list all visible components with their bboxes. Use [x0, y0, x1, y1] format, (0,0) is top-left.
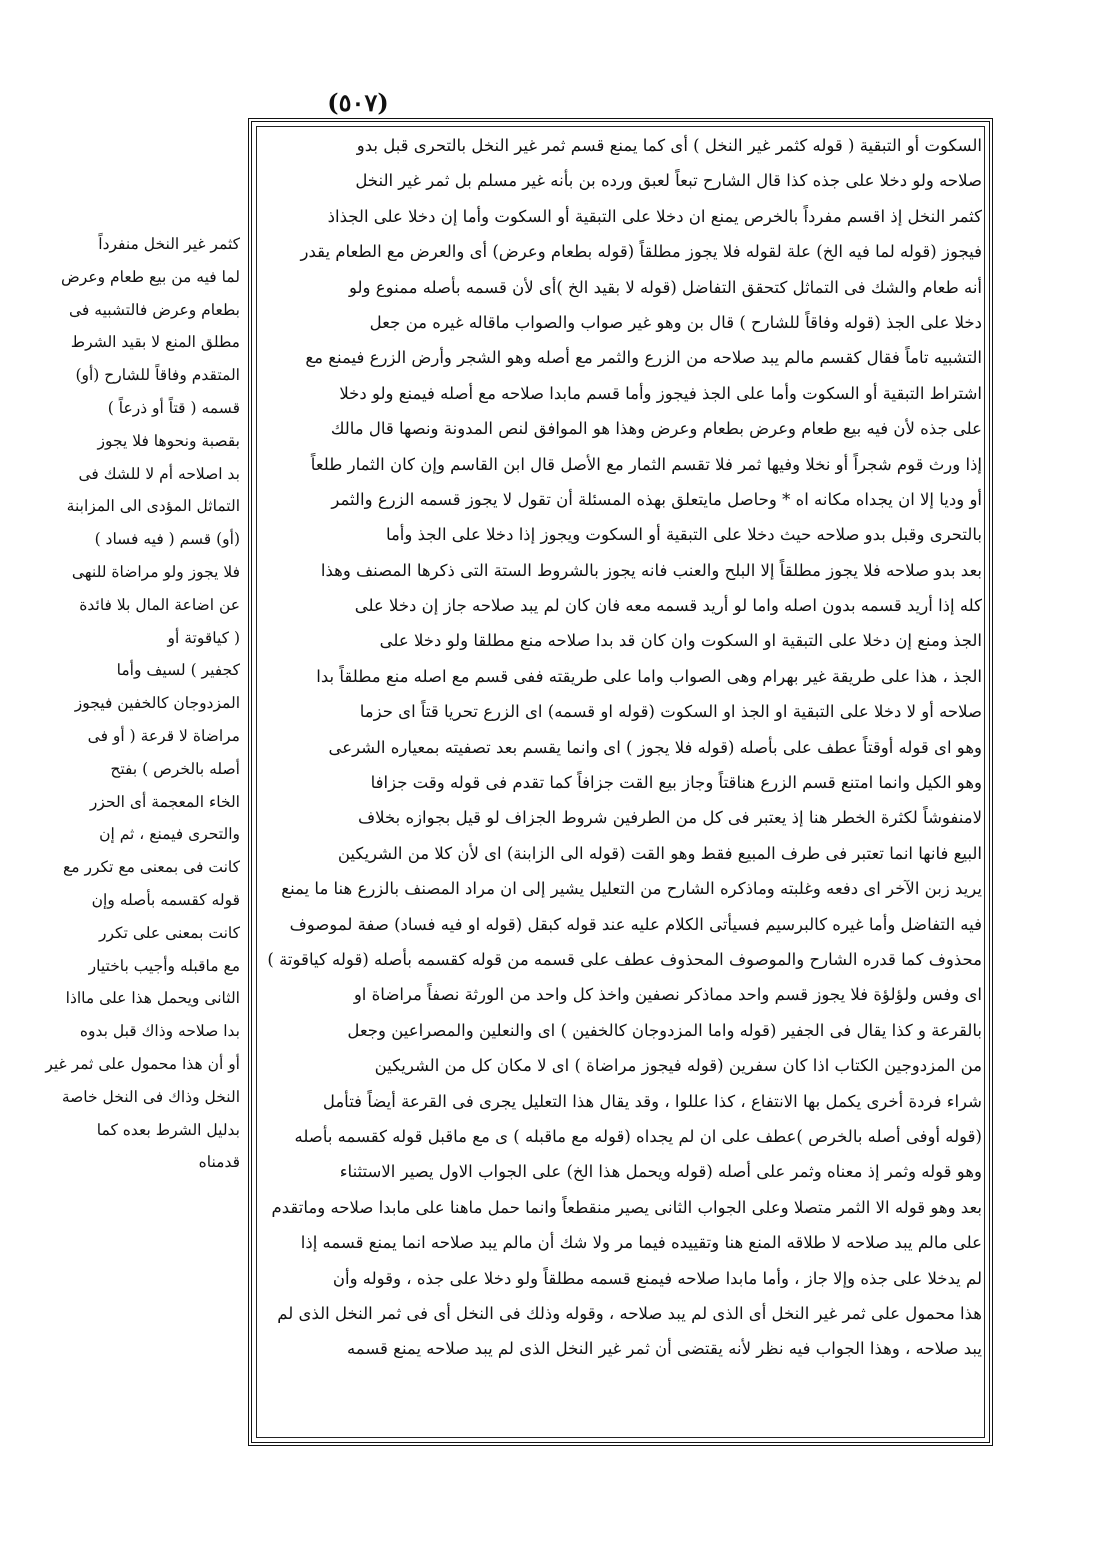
margin-text-line: كثمر غير النخل منفرداً — [98, 235, 240, 253]
main-text-line: فيه التفاضل وأما غيره كالبرسيم فسيأتى الكلام عليه عند قوله كبقل (قوله او فيه فساد) صفة لموصوف — [289, 914, 982, 934]
main-text-line: اشتراط التبقية أو السكوت وأما على الجذ فيجوز وأما قسم مابدا صلاحه مع أصله فيمنع ولو دخلا — [339, 383, 982, 403]
margin-text-line: لما فيه من بيع طعام وعرض — [61, 267, 240, 286]
margin-text-line: الثانى ويحمل هذا على مااذا — [65, 989, 240, 1008]
margin-text-line: قسمه ( قتاً أو ذرعاً ) — [107, 398, 240, 417]
main-text-line: (قوله أوفى أصله بالخرص )عطف على ان لم يجداه (قوله مع ماقبله ) ى مع ماقبل قوله كقسمه بأصله — [294, 1126, 982, 1146]
main-text-line: البيع فانها انما تعتبر فى طرف المبيع فقط وهو القت (قوله الى الزابنة) اى لأن كلا من الشريكين — [337, 843, 982, 863]
main-text-line: أنه طعام والشك فى التماثل كتحقق التفاضل (قوله لا بقيد الخ )أى لأن قسمه بأصله ممنوع ولو — [348, 277, 982, 297]
main-text-line: يريد زبن الآخر اى دفعه وغلبته وماذكره الشارح من التعليل يشير إلى ان مراد المصنف بالزرع هنا ما يمنع — [281, 879, 982, 899]
main-text-line: بعد بدو صلاحه فلا يجوز مطلقاً إلا البلح والعنب فانه يجوز بالشروط الستة التى ذكرها المصنف وهذا — [320, 560, 982, 580]
margin-text-line: أو أن هذا محمول على ثمر غير — [45, 1054, 240, 1073]
main-text-line: يبد صلاحه ، وهذا الجواب فيه نظر لأنه يقتضى أن ثمر غير النخل الذى لم يبد صلاحه يمنع قسمه — [346, 1339, 982, 1359]
margin-text-line: مطلق المنع لا بقيد الشرط — [70, 333, 240, 352]
page-number: (٥٠٧) — [327, 88, 389, 117]
margin-text-line: مع ماقبله وأجيب باختيار — [88, 956, 240, 975]
main-text-line: محذوف كما قدره الشارح والموصوف المحذوف عطف على قسمه من قوله كقسمه بأصله (قوله كياقوتة ) — [267, 949, 982, 969]
margin-text-line: والتحرى فيمنع ، ثم إن — [99, 825, 240, 844]
margin-text-line: كجفير ) لسيف وأما — [116, 661, 240, 680]
margin-text-line: بدا صلاحه وذاك قبل بدوه — [79, 1022, 240, 1041]
main-text-line: على جذه لأن فيه بيع طعام وعرض بطعام وعرض وهذا هو الموافق لنص المدونة ونصها قال مالك — [330, 419, 982, 439]
main-text-line: شراء فردة أخرى يكمل بها الانتفاع ، كذا عللوا ، وقد يقال هذا التعليل يجرى فى القرعة أيضاً فتأمل — [322, 1091, 982, 1111]
margin-text-line: بد اصلاحه أم لا للشك فى — [78, 464, 240, 483]
margin-text-line: المزدوجان كالخفين فيجوز — [74, 694, 240, 713]
main-text-line: الجذ ، هذا على طريقة غير بهرام وهى الصواب واما على طريقته ففى قسم مع اصله منع مطلقاً بدا — [316, 666, 982, 686]
main-text-line: إذا ورث قوم شجراً أو نخلا وفيها ثمر فلا تقسم الثمار مع الأصل قال ابن القاسم وإن كان الثمار طلعاً — [310, 454, 982, 474]
main-text-line: صلاحه ولو دخلا على جذه كذا قال الشارح تبعاً لعبق ورده بن بأنه غير مسلم بل ثمر غير النخل — [355, 171, 982, 191]
main-text-line: الجذ ومنع إن دخلا على التبقية او السكوت وان كان قد بدا صلاحه منع مطلقا ولو دخلا على — [379, 631, 982, 651]
margin-text-line: بقصبة ونحوها فلا يجوز — [97, 431, 240, 450]
margin-text-line: كانت بمعنى على تكرر — [99, 923, 240, 942]
margin-text-block — [22, 228, 240, 1179]
main-text-line: لامنفوشاً لكثرة الخطر هنا إذ يعتبر فى كل من الطرفين شروط الجزاف لو قيل بجوازه بخلاف — [358, 808, 982, 828]
margin-text-line: فلا يجوز ولو مراضاة للنهى — [71, 562, 240, 581]
main-text-line: صلاحه أو لا دخلا على التبقية او الجذ او السكوت (قوله او قسمه) اى الزرع تحريا قتاً اى حزما — [359, 702, 982, 722]
margin-text-line: الخاء المعجمة أى الحزر — [89, 792, 240, 811]
margin-text-line: قدمناه — [198, 1153, 240, 1172]
main-text-line: بالتحرى وقبل بدو صلاحه حيث دخلا على التبقية أو السكوت ويجوز إذا دخلا على الجذ وأما — [385, 525, 982, 545]
margin-text-line: مراضاة لا قرعة ( أو فى — [87, 726, 240, 745]
margin-text-line: كانت فى بمعنى مع تكرر مع — [63, 858, 240, 877]
margin-text-line: (أو) قسم ( فيه فساد ) — [94, 530, 240, 549]
main-text-line: على مالم يبد صلاحه لا طلاقه المنع هنا وتقييده فيما مر ولا شك أن مالم يبد صلاحه انما يمنع قسمه إذا — [300, 1233, 982, 1253]
main-text-line: التشبيه تاماً فقال كقسم مالم يبد صلاحه من الزرع والثمر مع أصله وهو الشجر وأرض الزرع فيمنع مع — [305, 348, 982, 368]
main-text-line: هذا محمول على ثمر غير النخل أى الذى لم يبد صلاحه ، وقوله وذلك فى النخل أى فى ثمر النخل الذى لم — [277, 1303, 982, 1323]
margin-text-line: بطعام وعرض فالتشبيه فى — [69, 300, 240, 319]
main-text-line: السكوت أو التبقية ( قوله كثمر غير النخل ) أى كما يمنع قسم ثمر غير النخل بالتحرى قبل بدو — [356, 136, 982, 155]
main-text-line: فيجوز (قوله لما فيه الخ) علة لقوله فلا يجوز مطلقاً (قوله بطعام وعرض) أى والعرض مع الطعام يقدر — [300, 242, 982, 262]
margin-text-line: التماثل المؤدى الى المزابنة — [66, 497, 240, 516]
margin-text-line: بدليل الشرط بعده كما — [96, 1120, 240, 1139]
main-text-line: اى وفس ولؤلؤة فلا يجوز قسم واحد مماذكر نصفين واخذ كل واحد من الورثة نصفاً مراضاة او — [353, 985, 982, 1005]
main-text-line: كله إذا أريد قسمه بدون اصله واما لو أريد قسمه معه فان كان لم يبد صلاحه جاز إن دخلا على — [354, 596, 982, 616]
main-text-line: أو وديا إلا ان يجداه مكانه اه * وحاصل مايتعلق بهذه المسئلة أن تقول لا يجوز قسمه الزرع والثمر — [331, 489, 982, 509]
main-text-block — [262, 128, 982, 1367]
margin-text-line: عن اضاعة المال بلا فائدة — [79, 595, 240, 614]
main-text-line: من المزدوجين الكتاب اذا كان سفرين (قوله فيجوز مراضاة ) اى لا مكان كل من الشريكين — [374, 1056, 982, 1076]
margin-text-line: ( كياقوتة أو — [167, 628, 240, 647]
main-text-line: وهو قوله وثمر إذ معناه وثمر على أصله (قوله ويحمل هذا الخ) على الجواب الاول يصير الاستثناء — [339, 1162, 982, 1182]
main-text-line: دخلا على الجذ (قوله وفاقاً للشارح ) قال بن وهو غير صواب والصواب ماقاله غيره من جعل — [369, 312, 982, 332]
main-text-line: بالقرعة و كذا يقال فى الجفير (قوله واما المزدوجان كالخفين ) اى والنعلين والمصراعين وجعل — [347, 1020, 982, 1040]
margin-text-line: المتقدم وفاقاً للشارح (أو) — [75, 366, 240, 385]
main-text-line: لم يدخلا على جذه وإلا جاز ، وأما مابدا صلاحه فيمنع قسمه مطلقاً ولو دخلا على جذه ، وقوله وأن — [332, 1268, 982, 1288]
margin-text-line: أصله بالخرص ) بفتح — [110, 759, 240, 778]
main-text-line: بعد وهو قوله الا الثمر متصلا وعلى الجواب الثانى يصير منقطعاً وانما حمل ماهنا على مابدا صلاحه وماتقدم — [271, 1197, 982, 1217]
main-text-line: وهو الكيل وانما امتنع قسم الزرع هناقتاً وجاز بيع القت جزافاً كما تقدم فى قوله وقت جزافا — [370, 773, 982, 793]
margin-text-line: قوله كقسمه بأصله وإن — [91, 890, 240, 909]
margin-text-line: النخل وذاك فى النخل خاصة — [61, 1087, 240, 1106]
main-text-line: كثمر النخل إذ اقسم مفرداً بالخرص يمنع ان دخلا على التبقية أو السكوت وأما إن دخلا على الجذاذ — [327, 206, 982, 226]
main-text-line: وهو اى قوله أوقتاً عطف على بأصله (قوله فلا يجوز ) اى وانما يقسم بعد تصفيته بمعياره الشرعى — [328, 737, 982, 757]
